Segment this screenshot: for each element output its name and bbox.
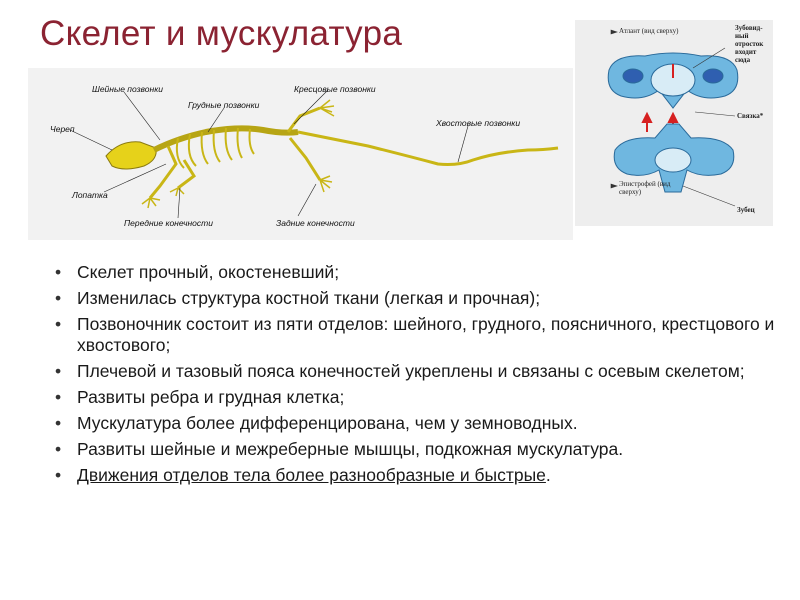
last-bullet-suffix: . [545, 465, 551, 485]
label-skull: Череп [50, 124, 75, 134]
label-dens-process: Зубовид- ный отросток входит сюда [735, 24, 764, 64]
label-forelimbs: Передние конечности [124, 218, 213, 228]
bullet-item: • Скелет прочный, окостеневший; [55, 262, 775, 283]
skull-shape [106, 142, 156, 169]
label-thoracic: Грудные позвонки [188, 100, 260, 110]
bullet-item: • Мускулатура более дифференцирована, чем у земноводных. [55, 413, 775, 434]
slide-title: Скелет и мускулатура [40, 14, 403, 53]
label-epistropheus: Эпистрофей (вид сверху) [619, 180, 671, 196]
bullet-list [55, 262, 775, 491]
label-hindlimbs: Задние конечности [276, 218, 355, 228]
label-caudal: Хвостовые позвонки [436, 118, 521, 128]
bullet-item-last [55, 465, 775, 486]
bullet-item: • Развиты шейные и межреберные мышцы, подкожная мускулатура. [55, 439, 775, 460]
bullet-item: • Развиты ребра и грудная клетка; [55, 387, 775, 408]
vertebra-figure [575, 20, 773, 226]
lizard-skeleton-figure [28, 68, 573, 240]
bullet-item: • Изменилась структура костной ткани (легкая и прочная); [55, 288, 775, 309]
label-sacral: Кресцовые позвонки [294, 84, 376, 94]
last-bullet-text: Движения отделов тела более разнообразные и быстрые [77, 465, 546, 485]
label-ligament: Связка* [737, 112, 764, 120]
label-atlas: Атлант (вид сверху) [619, 27, 679, 35]
label-cervical: Шейные позвонки [92, 84, 163, 94]
bullet-item: • Плечевой и тазовый пояса конечностей укреплены и связаны с осевым скелетом; [55, 361, 775, 382]
bullet-item: • Позвоночник состоит из пяти отделов: шейного, грудного, поясничного, крестцового и хвостового; [55, 314, 775, 356]
label-dens: Зубец [737, 206, 755, 214]
label-scapula: Лопатка [72, 190, 108, 200]
